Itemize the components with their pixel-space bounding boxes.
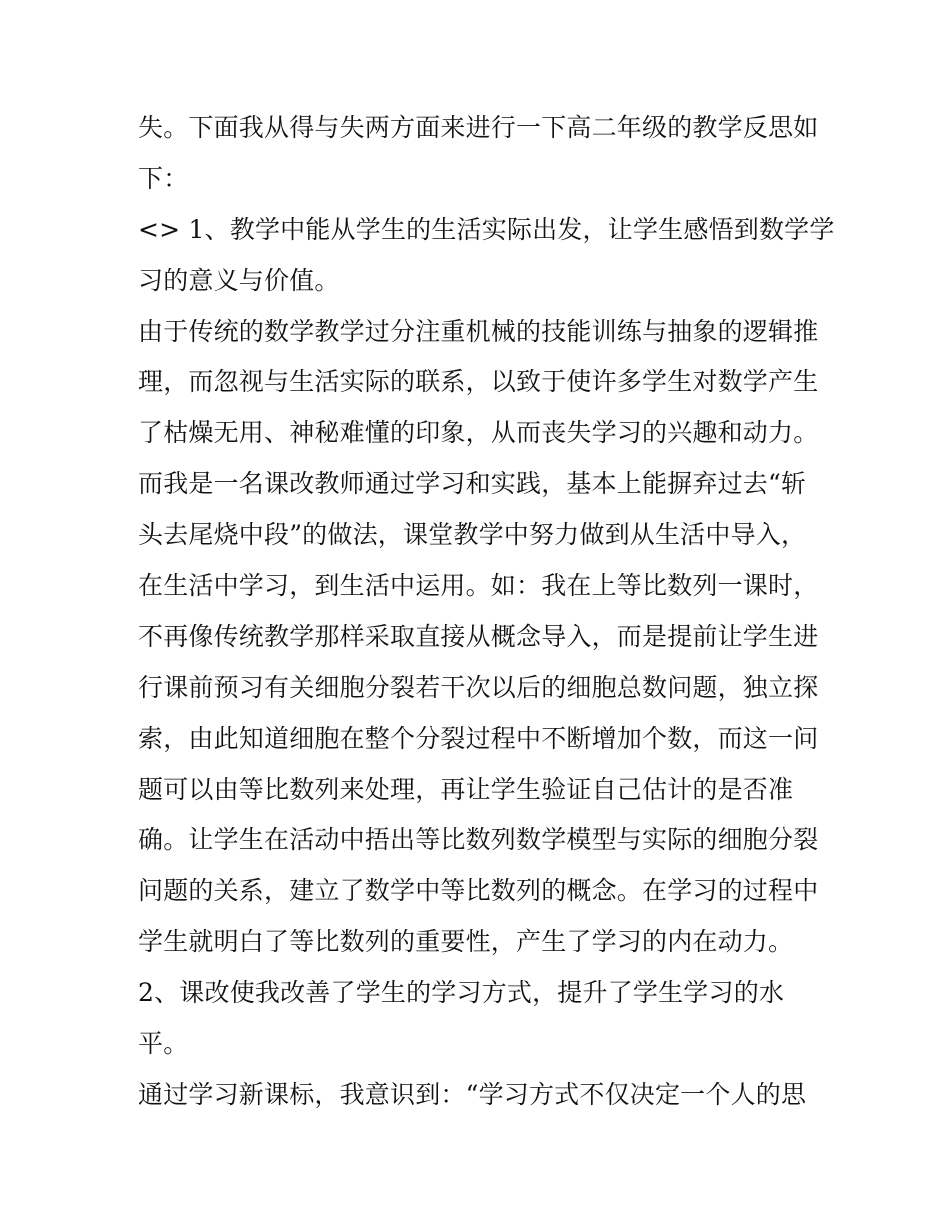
text-line: 在生活中学习，到生活中运用。如：我在上等比数列一课时，	[138, 571, 819, 601]
text-line: 行课前预习有关细胞分裂若干次以后的细胞总数问题，独立探	[138, 672, 819, 702]
body-text	[138, 103, 835, 1121]
text-line: 了枯燥无用、神秘难懂的印象，从而丧失学习的兴趣和动力。	[138, 418, 819, 448]
text-line: 确。让学生在活动中捂出等比数列数学模型与实际的细胞分裂	[138, 825, 819, 855]
text-line: 理，而忽视与生活实际的联系，以致于使许多学生对数学产生	[138, 367, 819, 397]
text-line: 由于传统的数学教学过分注重机械的技能训练与抽象的逻辑推	[138, 316, 819, 346]
text-line: 头去尾烧中段”的做法，课堂教学中努力做到从生活中导入，	[138, 520, 807, 550]
text-line: 学生就明白了等比数列的重要性，产生了学习的内在动力。	[138, 927, 794, 957]
text-line: 失。下面我从得与失两方面来进行一下高二年级的教学反思如	[138, 113, 819, 142]
text-line: 不再像传统教学那样采取直接从概念导入，而是提前让学生进	[138, 621, 819, 651]
text-line: 2、课改使我改善了学生的学习方式，提升了学生学习的水	[138, 978, 785, 1008]
text-line: 而我是一名课改教师通过学习和实践，基本上能摒弃过去“斩	[138, 469, 807, 499]
text-line: 平。	[138, 1029, 189, 1059]
text-line: 索，由此知道细胞在整个分裂过程中不断增加个数，而这一问	[138, 723, 819, 753]
text-line: 通过学习新课标，我意识到：“学习方式不仅决定一个人的思	[138, 1079, 807, 1109]
text-line: 习的意义与价值。	[138, 265, 340, 295]
text-line: 下：	[138, 163, 189, 193]
text-line: 题可以由等比数列来处理，再让学生验证自己估计的是否准	[138, 774, 794, 804]
text-line: <> 1、教学中能从学生的生活实际出发，让学生感悟到数学学	[138, 214, 835, 244]
text-line: 问题的关系，建立了数学中等比数列的概念。在学习的过程中	[138, 876, 819, 906]
